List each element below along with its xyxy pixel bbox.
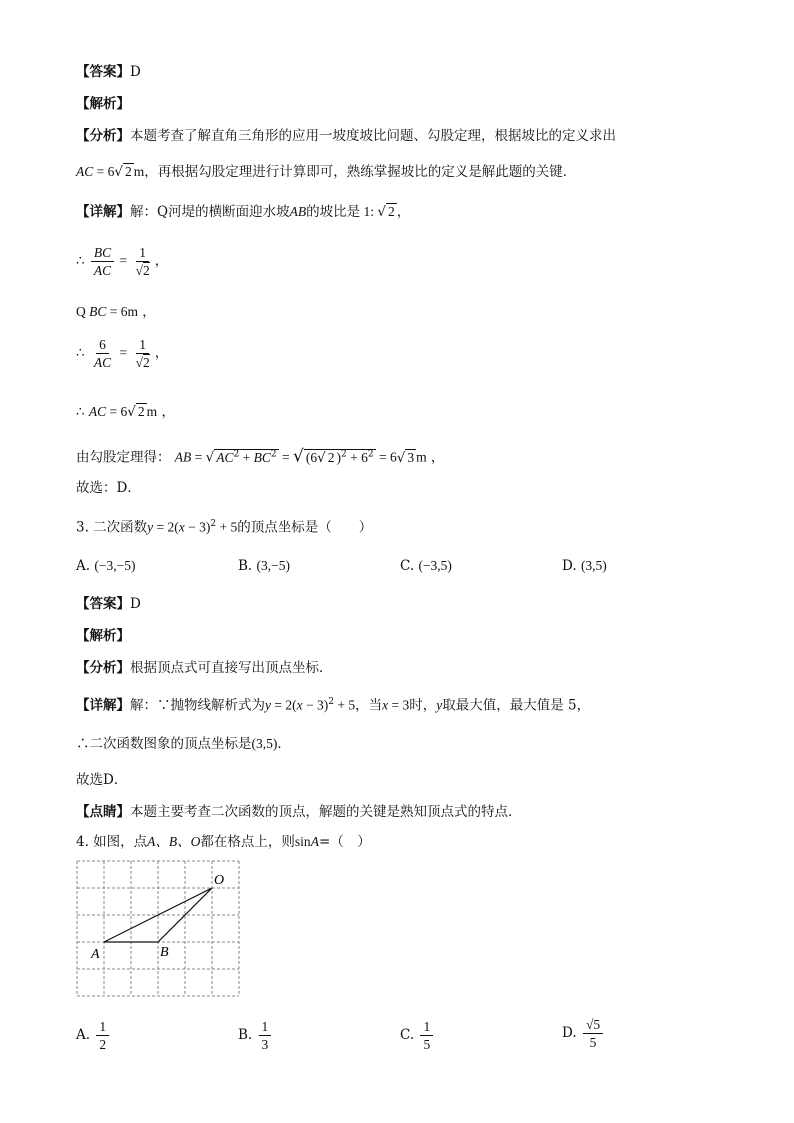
fenxi-text-2: ，再根据勾股定理进行计算即可，熟练掌握坡比的定义是解此题的关键． [144,164,577,180]
q3-conclusion: 故选D． [76,772,128,788]
answer-tag: 【答案】 [76,64,130,80]
q3-detail-line: 【详解】解：∵抛物线解析式为$y = 2(x - 3)^2 + 5$，当x = 3时，y取最大值，最大值是 5， [76,697,591,714]
q2-fenxi-line-2: AC = 6√ 2 m，再根据勾股定理进行计算即可，熟练掌握坡比的定义是解此题的关键． [76,164,577,180]
detail-text-2: 河堤的横断面迎水坡 [168,204,290,220]
q4-option-c[interactable]: C. $\frac{1}{5}$ [400,1018,435,1053]
because-symbol: Q [157,204,169,220]
q3-option-b[interactable]: B. (3,−5) [238,558,290,574]
q2-step-2: ∴ $\frac{BC}{AC}$ = $\frac{1}{√2}$ ， [76,245,169,278]
q4-stem: 4. 如图，点A、B、O都在格点上，则sinA=（ ） [76,834,371,850]
q3-vertex-line: ∴二次函数图象的顶点坐标是(3,5)． [76,736,291,752]
q3-analysis-heading: 【解析】 [76,628,130,644]
label-o: O [214,873,225,888]
grid-figure [76,860,246,1009]
detail-text-3: 的坡比是 [306,204,361,220]
q2-step-4: ∴ $\frac{6}{AC}$ = $\frac{1}{√2}$ ， [76,337,169,370]
q3-stem: 3. 二次函数$y = 2(x - 3)^2 + 5$的顶点坐标是（ ） [76,519,373,536]
q2-step-6: 由勾股定理得： AB = √ $AC^2 + BC^2$ = √ (6√ 2 )$^2 + 6^2 = 6√$ 3 m ， [76,446,445,467]
pythagoras-text: 由勾股定理得： [76,449,171,466]
q3-answer-line: 【答案】D [76,596,141,612]
q3-option-d[interactable]: D. (3,5) [562,558,607,574]
fenxi-math: AC [76,164,94,179]
q3-dianjing-line: 【点睛】本题主要考查二次函数的顶点，解题的关键是熟知顶点式的特点． [76,804,522,820]
q4-option-a[interactable]: A. $\frac{1}{2}$ [76,1018,111,1053]
q2-fenxi-line [76,126,616,146]
fraction-bc-ac: $\frac{BC}{AC}$ [91,244,114,279]
detail-text-1: 解： [130,204,157,220]
segment-ab: AB [289,204,307,219]
q3-option-c[interactable]: C. (−3,5) [400,558,452,574]
lattice-diagram [76,860,246,1005]
q2-step-5: ∴ AC = 6√ 2 m ， [76,404,175,420]
fraction-6-ac: $\frac{6}{AC}$ [93,337,112,370]
q2-detail-line: 【详解】解：Q河堤的横断面迎水坡AB的坡比是 1: √ 2 ， [76,204,411,220]
q2-step-3: Q BC = 6m ， [76,304,156,320]
q2-answer-line [76,62,141,82]
fenxi-text: 本题考查了解直角三角形的应用一坡度坡比问题、勾股定理，根据坡比的定义求出 [130,128,616,144]
label-b: B [160,945,169,960]
q2-analysis-heading: 【解析】 [76,96,130,112]
label-a: A [91,947,100,962]
answer-value: D [130,64,141,80]
q2-conclusion: 故选：D． [76,480,141,496]
fenxi-tag: 【分析】 [76,128,130,144]
q4-option-d[interactable]: D. $\frac{√5}{5}$ [562,1016,605,1051]
q3-option-a[interactable]: A. (−3,−5) [76,558,136,574]
q3-fenxi-line: 【分析】根据顶点式可直接写出顶点坐标． [76,660,333,676]
q4-option-b[interactable]: B. $\frac{1}{3}$ [238,1018,273,1053]
sqrt-sign: √ 2 [114,164,132,180]
detail-tag: 【详解】 [76,204,130,220]
